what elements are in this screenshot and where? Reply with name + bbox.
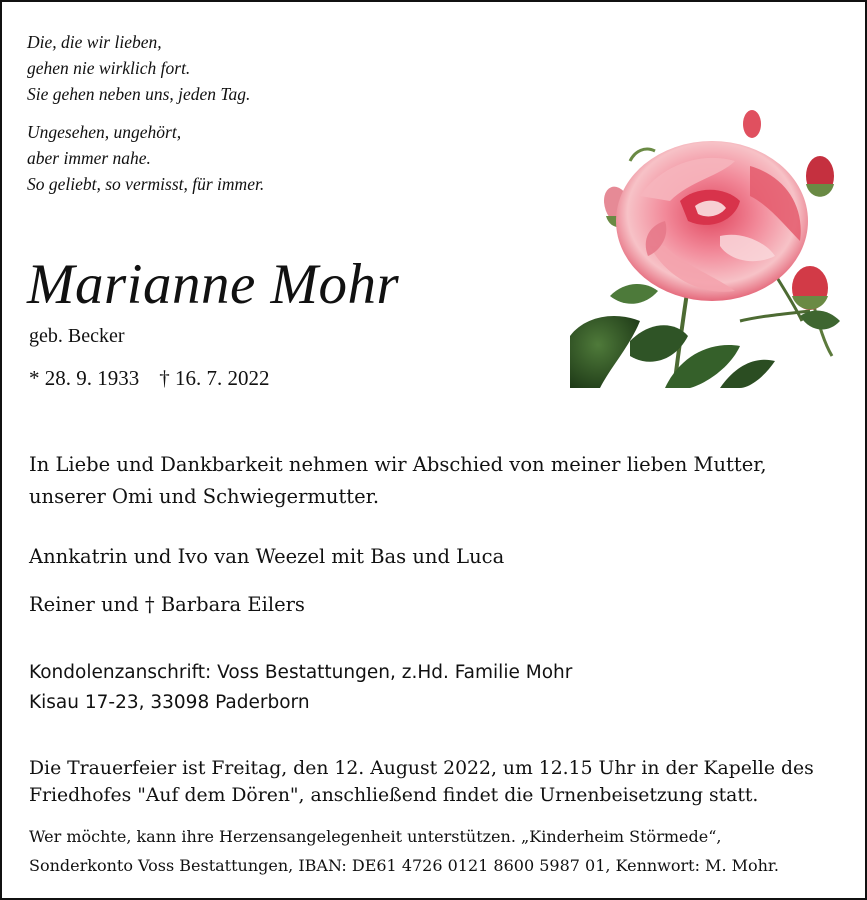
address-line: Kondolenzanschrift: Voss Bestattungen, z.Hd. Familie Mohr bbox=[29, 662, 573, 683]
condolence-address bbox=[29, 658, 572, 718]
poem-line: So geliebt, so vermisst, für immer. bbox=[27, 174, 265, 194]
poem-line: Ungesehen, ungehört, bbox=[27, 122, 182, 142]
life-dates bbox=[29, 364, 270, 392]
deceased-name: Marianne Mohr bbox=[27, 253, 400, 316]
poem-line: aber immer nahe. bbox=[27, 148, 151, 168]
poem-line: Die, die wir lieben, bbox=[27, 32, 162, 52]
rose-flower-image bbox=[570, 106, 842, 388]
intro-text bbox=[29, 449, 849, 513]
poem-line: gehen nie wirklich fort. bbox=[27, 58, 191, 78]
birth-date: * 28. 9. 1933 bbox=[29, 366, 140, 390]
address-line: Kisau 17-23, 33098 Paderborn bbox=[29, 692, 310, 713]
intro-line: In Liebe und Dankbarkeit nehmen wir Abschied von meiner lieben Mutter, bbox=[29, 453, 767, 476]
ceremony-info bbox=[29, 755, 849, 809]
maiden-name: geb. Becker bbox=[29, 325, 125, 347]
death-date: † 16. 7. 2022 bbox=[159, 366, 270, 390]
donation-line: Sonderkonto Voss Bestattungen, IBAN: DE61 4726 0121 8600 5987 01, Kennwort: M. Mohr. bbox=[29, 856, 779, 875]
mourner-family: Annkatrin und Ivo van Weezel mit Bas und Luca bbox=[29, 545, 505, 568]
poem-stanza-2 bbox=[27, 119, 264, 197]
intro-line: unserer Omi und Schwiegermutter. bbox=[29, 485, 380, 508]
donation-info bbox=[29, 822, 849, 880]
poem-stanza-1 bbox=[27, 29, 264, 107]
poem-line: Sie gehen neben uns, jeden Tag. bbox=[27, 84, 251, 104]
donation-line: Wer möchte, kann ihre Herzensangelegenheit unterstützen. „Kinderheim Störmede“, bbox=[29, 827, 722, 846]
poem bbox=[27, 29, 264, 197]
ceremony-line: Die Trauerfeier ist Freitag, den 12. August 2022, um 12.15 Uhr in der Kapelle des bbox=[29, 758, 814, 779]
ceremony-line: Friedhofes "Auf dem Dören", anschließend findet die Urnenbeisetzung statt. bbox=[29, 785, 759, 806]
mourner-family: Reiner und † Barbara Eilers bbox=[29, 593, 305, 616]
